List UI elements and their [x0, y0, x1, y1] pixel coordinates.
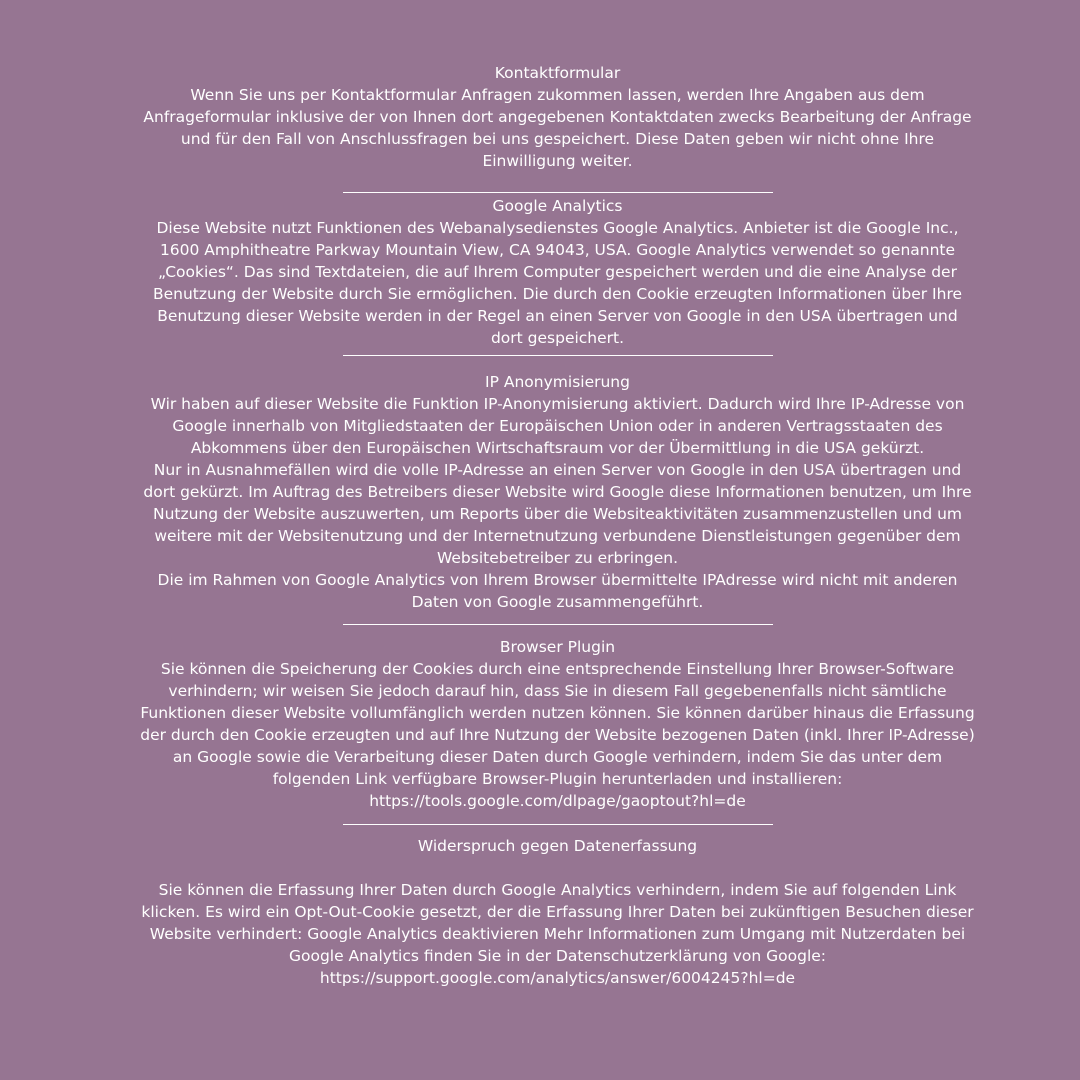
section-widerspruch: [140, 835, 975, 989]
section-divider: [343, 824, 773, 825]
section-title: Widerspruch gegen Datenerfassung: [417, 837, 698, 855]
section-divider: [343, 355, 773, 356]
section-kontaktformular: [140, 62, 975, 193]
section-ip-anonymisierung: [140, 371, 975, 625]
section-paragraph: Die im Rahmen von Google Analytics von Ihrem Browser übermittelte IPAdresse wird nicht mit anderen Daten von Google zusammengeführt.: [157, 571, 958, 611]
privacy-text-block: [140, 62, 975, 989]
blank-line: [140, 857, 975, 879]
section-paragraph: Sie können die Speicherung der Cookies durch eine entsprechende Einstellung Ihrer Browser-Software verhindern; wir weisen Sie jedoch darauf hin, dass Sie in diesem Fall gegebenenfalls nicht sämtliche Funktionen dieser Website vollumfänglich werden nutzen können. Sie können darüber hinaus die Erfassung der durch den Cookie erzeugten und auf Ihre Nutzung der Website bezogenen Daten (inkl. Ihrer IP-Adresse) an Google sowie die Verarbeitung dieser Daten durch Google verhindern, indem Sie das unter dem folgenden Link verfügbare Browser-Plugin herunterladen und installieren:: [140, 660, 975, 788]
section-title: IP Anonymisierung: [485, 373, 630, 391]
section-title: Kontaktformular: [494, 64, 621, 82]
section-paragraph: Sie können die Erfassung Ihrer Daten durch Google Analytics verhindern, indem Sie auf folgenden Link klicken. Es wird ein Opt-Out-Cookie gesetzt, der die Erfassung Ihrer Daten bei zukünftigen Besuchen dieser Website verhindert: Google Analytics deaktivieren Mehr Informationen zum Umgang mit Nutzerdaten bei Google Analytics finden Sie in der Datenschutzerklärung von Google:: [141, 881, 974, 965]
plugin-link[interactable]: https://tools.google.com/dlpage/gaoptout?hl=de: [369, 792, 746, 810]
section-paragraph: Wir haben auf dieser Website die Funktion IP-Anonymisierung aktiviert. Dadurch wird Ihre IP-Adresse von Google innerhalb von Mitgliedstaaten der Europäischen Union oder in anderen Vertragsstaaten des Abkommens über den Europäischen Wirtschaftsraum vor der Übermittlung in die USA gekürzt.: [150, 395, 965, 457]
section-title: Browser Plugin: [499, 638, 616, 656]
section-browser-plugin: [140, 636, 975, 825]
support-link[interactable]: https://support.google.com/analytics/answer/6004245?hl=de: [319, 969, 796, 987]
section-paragraph: Nur in Ausnahmefällen wird die volle IP-Adresse an einen Server von Google in den USA übertragen und dort gekürzt. Im Auftrag des Betreibers dieser Website wird Google diese Informationen benutzen, um Ihre Nutzung der Website auszuwerten, um Reports über die Websiteaktivitäten zusammenzustellen und um weitere mit der Websitenutzung und der Internetnutzung verbundene Dienstleistungen gegenüber dem Websitebetreiber zu erbringen.: [143, 461, 972, 567]
section-google-analytics: [140, 195, 975, 356]
section-title: Google Analytics: [492, 197, 623, 215]
section-paragraph: Diese Website nutzt Funktionen des Webanalysedienstes Google Analytics. Anbieter ist die Google Inc., 1600 Amphitheatre Parkway Mountain View, CA 94043, USA. Google Analytics verwendet so genannte „Cookies“. Das sind Textdateien, die auf Ihrem Computer gespeichert werden und die eine Analyse der Benutzung der Website durch Sie ermöglichen. Die durch den Cookie erzeugten Informationen über Ihre Benutzung dieser Website werden in der Regel an einen Server von Google in den USA übertragen und dort gespeichert.: [152, 219, 963, 347]
section-divider: [343, 624, 773, 625]
section-divider: [343, 192, 773, 193]
section-paragraph: Wenn Sie uns per Kontaktformular Anfragen zukommen lassen, werden Ihre Angaben aus dem Anfrageformular inklusive der von Ihnen dort angegebenen Kontaktdaten zwecks Bearbeitung der Anfrage und für den Fall von Anschlussfragen bei uns gespeichert. Diese Daten geben wir nicht ohne Ihre Einwilligung weiter.: [143, 86, 972, 170]
